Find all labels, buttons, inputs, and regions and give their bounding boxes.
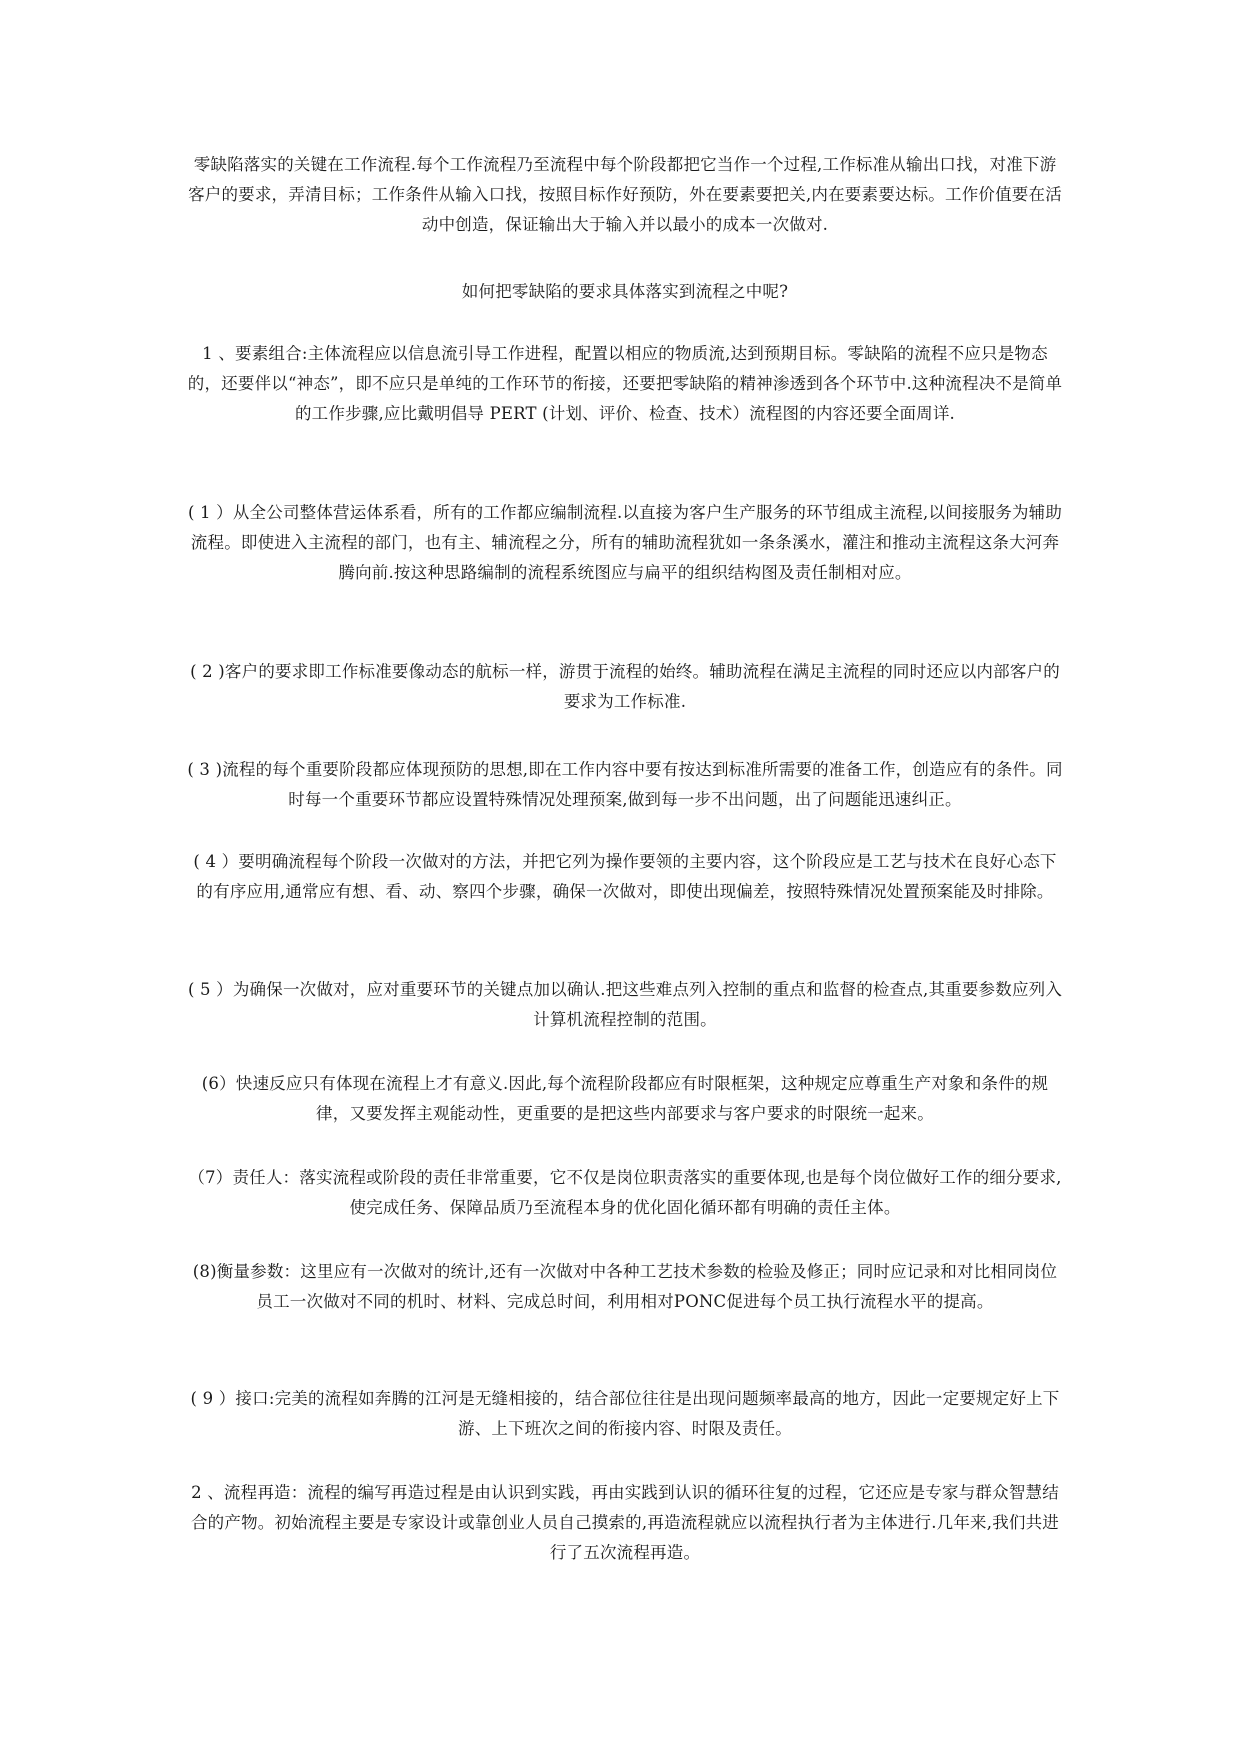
sub-point-3: ( 3 )流程的每个重要阶段都应体现预防的思想,即在工作内容中要有按达到标准所需要的准备工作，创造应有的条件。同时每一个重要环节都应设置特殊情况处理预案,做到每一步不出问题，出了问题能迅速纠正。	[187, 760, 1063, 809]
point-2-paragraph: 2 、流程再造：流程的编写再造过程是由认识到实践，再由实践到认识的循环往复的过程，它还应是专家与群众智慧结合的产物。初始流程主要是专家设计或靠创业人员自己摸索的,再造流程就应以流程执行者为主体进行.几年来,我们共进行了五次流程再造。	[190, 1483, 1060, 1562]
intro-paragraph: 零缺陷落实的关键在工作流程.每个工作流程乃至流程中每个阶段都把它当作一个过程,工作标准从输出口找，对准下游客户的要求，弄清目标；工作条件从输入口找，按照目标作好预防，外在要素要把关,内在要素要达标。工作价值要在活动中创造，保证输出大于输入并以最小的成本一次做对.	[188, 155, 1062, 234]
sub-point-5: ( 5 ）为确保一次做对，应对重要环节的关键点加以确认.把这些难点列入控制的重点和监督的检查点,其重要参数应列入计算机流程控制的范围。	[187, 980, 1063, 1029]
sub-point-7: （7）责任人：落实流程或阶段的责任非常重要，它不仅是岗位职责落实的重要体现,也是每个岗位做好工作的细分要求,使完成任务、保障品质乃至流程本身的优化固化循环都有明确的责任主体。	[188, 1168, 1062, 1217]
question-heading: 如何把零缺陷的要求具体落实到流程之中呢?	[461, 282, 789, 301]
point-1-paragraph: 1 、要素组合:主体流程应以信息流引导工作进程，配置以相应的物质流,达到预期目标。零缺陷的流程不应只是物态的，还要伴以“神态”，即不应只是单纯的工作环节的衔接，还要把零缺陷的精神渗透到各个环节中.这种流程决不是简单的工作步骤,应比戴明倡导 PERT (计划、评价、检查、技术）流程图的内容还要全面周详.	[187, 344, 1063, 423]
sub-point-1: ( 1 ）从全公司整体营运体系看，所有的工作都应编制流程.以直接为客户生产服务的环节组成主流程,以间接服务为辅助流程。即使进入主流程的部门，也有主、辅流程之分，所有的辅助流程犹如一条条溪水，灌注和推动主流程这条大河奔腾向前.按这种思路编制的流程系统图应与扁平的组织结构图及责任制相对应。	[187, 503, 1063, 582]
sub-point-8: (8)衡量参数：这里应有一次做对的统计,还有一次做对中各种工艺技术参数的检验及修正；同时应记录和对比相同岗位员工一次做对不同的机时、材料、完成总时间，利用相对PONC促进每个员工执行流程水平的提高。	[192, 1262, 1058, 1311]
sub-point-6: (6）快速反应只有体现在流程上才有意义.因此,每个流程阶段都应有时限框架，这种规定应尊重生产对象和条件的规律，又要发挥主观能动性，更重要的是把这些内部要求与客户要求的时限统一起来。	[201, 1074, 1049, 1123]
sub-point-2: ( 2 )客户的要求即工作标准要像动态的航标一样，游贯于流程的始终。辅助流程在满足主流程的同时还应以内部客户的要求为工作标准.	[190, 662, 1060, 711]
sub-point-4: ( 4 ）要明确流程每个阶段一次做对的方法，并把它列为操作要领的主要内容，这个阶段应是工艺与技术在良好心态下的有序应用,通常应有想、看、动、察四个步骤，确保一次做对，即使出现偏差，按照特殊情况处置预案能及时排除。	[193, 852, 1057, 901]
sub-point-9: ( 9 ）接口:完美的流程如奔腾的江河是无缝相接的，结合部位往往是出现问题频率最高的地方，因此一定要规定好上下游、上下班次之间的衔接内容、时限及责任。	[190, 1389, 1060, 1438]
